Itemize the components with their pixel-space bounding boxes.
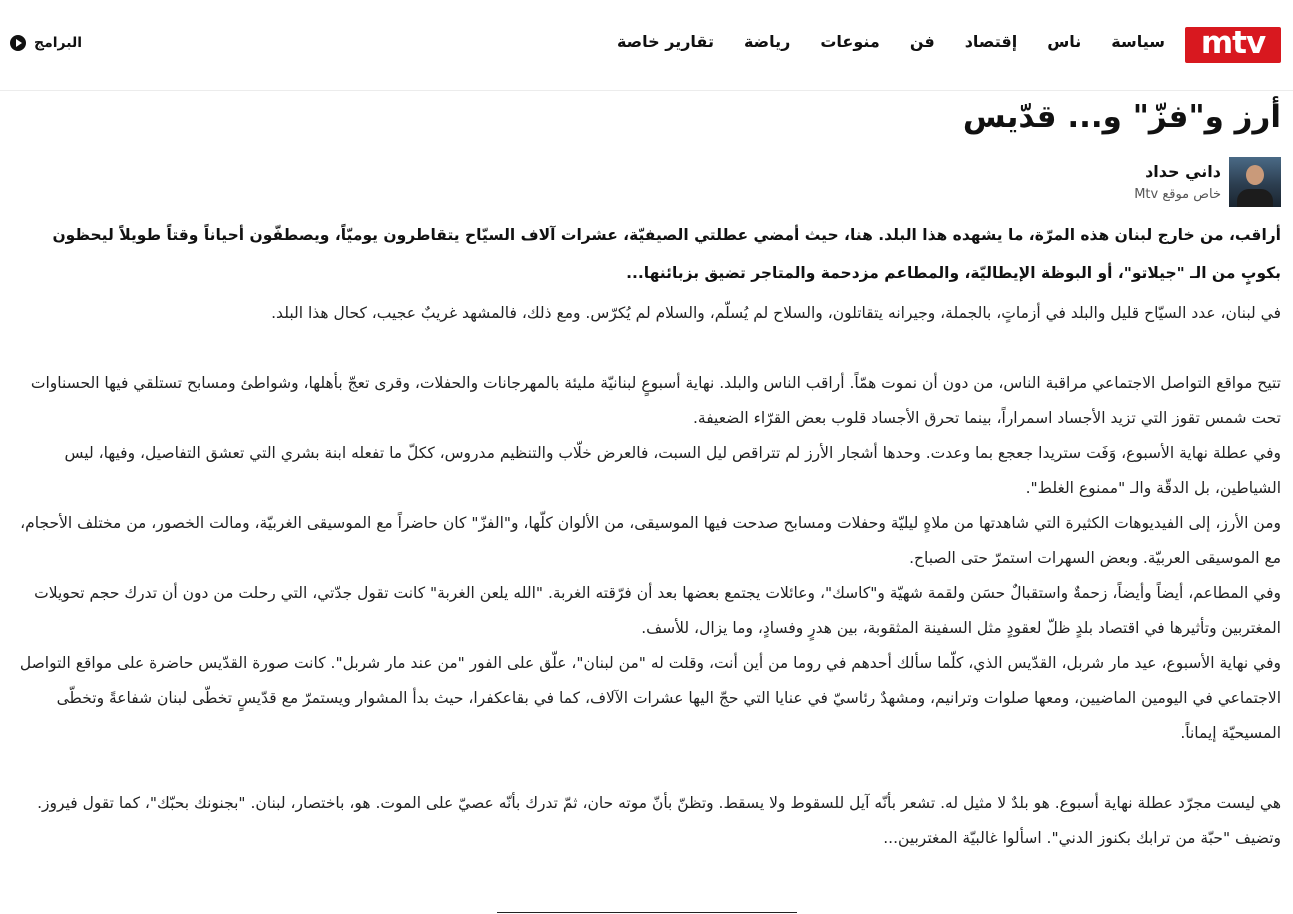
mtv-logo[interactable] xyxy=(1185,27,1281,63)
programs-label: البرامج xyxy=(34,35,83,51)
author-name[interactable]: داني حداد xyxy=(1145,162,1221,181)
body-paragraph: في لبنان، عدد السيّاح قليل والبلد في أزماتٍ، بالجملة، وجيرانه يتقاتلون، والسلاح لم يُسلّم، والسلام لم يُكرّس. ومع ذلك، فالمشهد غريبٌ عجيب، كحال هذا البلد. xyxy=(271,304,1281,322)
body-paragraph: هي ليست مجرّد عطلة نهاية أسبوع. هو بلدٌ لا مثيل له. تشعر بأنّه آيل للسقوط ولا يسقط. وتظنّ بأنّ موته حان، ثمّ تدرك بأنّه عصيّ على الموت. هو، باختصار، لبنان. "بجنونك بحبّك"، كما تقول فيروز. وتضيف "حبّة من ترابك بكنوز الدني". اسألوا غالبيّة المغتربين... xyxy=(37,794,1281,847)
nav-item-misc[interactable]: منوعات xyxy=(820,32,880,51)
lead-paragraph: أراقب، من خارج لبنان هذه المرّة، ما يشهده هذا البلد. هنا، حيث أمضي عطلتي الصيفيّة، عشرات آلاف السيّاح يتقاطرون يوميّاً، ويصطفّون أحياناً وقتاً طويلاً ليحظون بكوبٍ من الـ "جيلاتو"، أو البوظة الإيطاليّة، والمطاعم مزدحمة والمتاجر تضيق بزبائنها... xyxy=(52,226,1281,282)
main-nav xyxy=(617,32,1165,51)
article-divider xyxy=(497,912,797,913)
body-paragraph: وفي عطلة نهاية الأسبوع، وَفَت ستريدا جعجع بما وعدت. وحدها أشجار الأرز لم تتراقص ليل السبت، فالعرض خلّاب والتنظيم مدروس، ككلّ ما تفعله ابنة بشري التي تعشق التفاصيل، وفيها، ليس الشياطين، بل الدقّة والـ "ممنوع الغلط". xyxy=(64,444,1281,497)
author-block xyxy=(11,156,1281,208)
logo-text: mtv xyxy=(1200,25,1266,61)
site-header xyxy=(0,0,1293,91)
play-circle-icon xyxy=(10,35,26,51)
body-paragraph: وفي نهاية الأسبوع، عيد مار شربل، القدّيس الذي، كلّما سألك أحدهم في روما من أين أنت، وقلت له "من لبنان"، علّق على الفور "من عند مار شربل". كانت صورة القدّيس حاضرة على مواقع التواصل الاجتماعي في اليومين الماضيين، ومعها صلوات وترانيم، ومشهدٌ رئاسيّ في عنايا التي حجّ اليها عشرات الآلاف، كما في بقاعكفرا، حيث بدأ المشوار ويستمرّ مع قدّيسٍ تخطّى لبنان شفاعةً وتخطّى المسيحيّة إيماناً. xyxy=(19,654,1281,742)
article-lead xyxy=(11,216,1281,292)
nav-item-special-reports[interactable]: تقارير خاصة xyxy=(616,32,714,51)
nav-item-sports[interactable]: رياضة xyxy=(743,32,791,51)
body-paragraph: وفي المطاعم، أيضاً وأيضاً، زحمةٌ واستقبالٌ حسَن ولقمة شهيّة و"كاسك"، وعائلات يجتمع بعضها بعد أن فرّقته الغربة. "الله يلعن الغربة" كانت تقول جدّتي، التي رحلت من دون أن تدرك حجم تحويلات المغتربين وتأثيرها في اقتصاد بلدٍ ظلّ لعقودٍ مثل السفينة المثقوبة، بين هدرٍ وفسادٍ، وما يزال، للأسف. xyxy=(34,584,1281,637)
nav-item-economy[interactable]: إقتصاد xyxy=(964,32,1018,51)
author-source: خاص موقع Mtv xyxy=(1134,187,1221,202)
article xyxy=(11,90,1281,856)
nav-item-people[interactable]: ناس xyxy=(1047,32,1082,51)
nav-item-art[interactable]: فن xyxy=(909,32,935,51)
article-title: أرز و"فزّ" و... قدّيس xyxy=(962,99,1281,135)
programs-link[interactable] xyxy=(10,35,82,51)
article-body xyxy=(11,296,1281,856)
body-paragraph: ومن الأرز، إلى الفيديوهات الكثيرة التي شاهدتها من ملاهٍ ليليّة وحفلات ومسابح صدحت فيها الموسيقى، من الألوان كلّها، و"الفزّ" كان حاضراً مع الموسيقى الغربيّة، ومالت الخصور، من مختلف الأحجام، مع الموسيقى العربيّة. وبعض السهرات استمرّ حتى الصباح. xyxy=(20,514,1281,567)
nav-item-politics[interactable]: سياسة xyxy=(1111,32,1165,51)
author-avatar[interactable] xyxy=(1229,157,1281,207)
body-paragraph: تتيح مواقع التواصل الاجتماعي مراقبة الناس، من دون أن نموت همّاً. أراقب الناس والبلد. نهاية أسبوعٍ لبنانيّة مليئة بالمهرجانات والحفلات، وقرى تعجّ بأهلها، وشواطئ ومسابح تستلقي فيها الحسناوات تحت شمس تقوز التي تزيد الأجساد اسمراراً، بينما تحرق الأجساد قلوب بعض القرّاء الضعيفة. xyxy=(30,374,1281,427)
